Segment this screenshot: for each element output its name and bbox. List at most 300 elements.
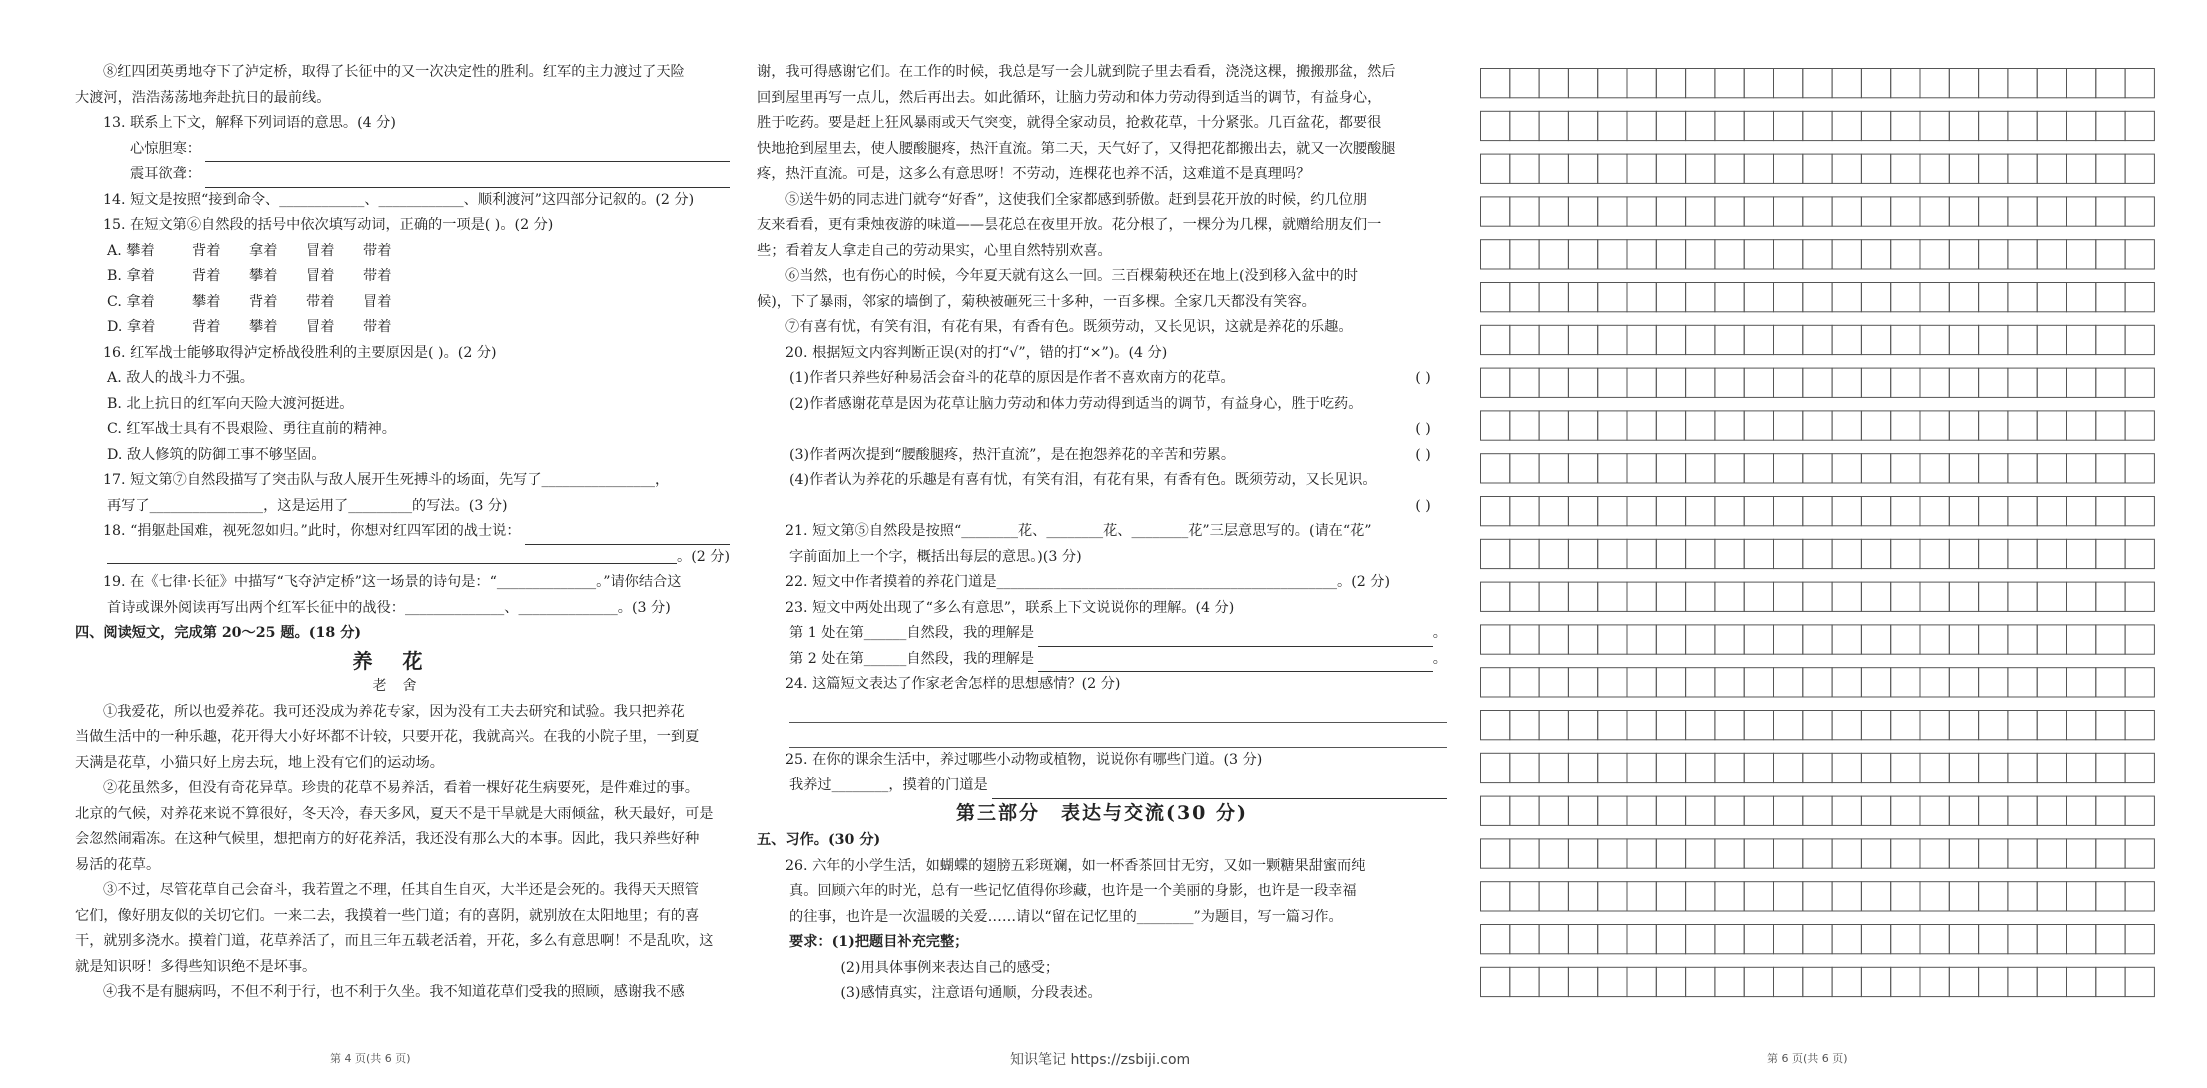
grid-cell bbox=[1627, 197, 1656, 226]
option-word: 冒着 bbox=[306, 242, 335, 259]
grid-cell bbox=[1979, 240, 2008, 269]
grid-cell bbox=[2067, 796, 2096, 825]
grid-cell bbox=[1481, 368, 1510, 397]
grid-cell bbox=[2037, 925, 2066, 954]
option-word: 带着 bbox=[306, 293, 335, 310]
grid-cell bbox=[1861, 368, 1890, 397]
grid-cell bbox=[1715, 539, 1744, 568]
grid-cell bbox=[1656, 154, 1685, 183]
grid-cell bbox=[1568, 497, 1597, 526]
grid-cell bbox=[2037, 454, 2066, 483]
grid-cell bbox=[1832, 368, 1861, 397]
grid-cell bbox=[1920, 197, 1949, 226]
grid-cell bbox=[2008, 839, 2037, 868]
grid-cell bbox=[1627, 882, 1656, 911]
grid-cell bbox=[1744, 539, 1773, 568]
grid-cell bbox=[2067, 925, 2096, 954]
grid-cell bbox=[1832, 154, 1861, 183]
page-number-6: 第 6 页(共 6 页) bbox=[1767, 1052, 1848, 1065]
option-word: 拿着 bbox=[249, 242, 278, 259]
grid-cell bbox=[1686, 197, 1715, 226]
grid-cell bbox=[1686, 69, 1715, 98]
grid-cell bbox=[1920, 240, 1949, 269]
grid-cell bbox=[2096, 967, 2125, 996]
grid-cell bbox=[2125, 154, 2154, 183]
grid-cell bbox=[2067, 111, 2096, 140]
grid-cell bbox=[1568, 154, 1597, 183]
grid-cell bbox=[1686, 154, 1715, 183]
text-line: 19. 在《七律·长征》中描写“飞夺泸定桥”这一场景的诗句是：“______________。”请你结合这 bbox=[103, 574, 682, 590]
grid-cell bbox=[1656, 197, 1685, 226]
grid-cell bbox=[1686, 283, 1715, 312]
grid-cell bbox=[1891, 283, 1920, 312]
grid-cell bbox=[1774, 454, 1803, 483]
grid-cell bbox=[2037, 539, 2066, 568]
grid-cell bbox=[2008, 368, 2037, 397]
grid-cell bbox=[2008, 240, 2037, 269]
grid-cell bbox=[1656, 668, 1685, 697]
grid-cell bbox=[1744, 497, 1773, 526]
grid-cell bbox=[1744, 967, 1773, 996]
text-line: 天满是花草，小猫只好上房去玩，地上没有它们的运动场。 bbox=[75, 754, 444, 771]
grid-cell bbox=[1861, 69, 1890, 98]
grid-cell bbox=[1686, 668, 1715, 697]
grid-cell bbox=[2037, 668, 2066, 697]
text-line: ⑤送牛奶的同志进门就夸“好香”，这使我们全家都感到骄傲。赶到昙花开放的时候，约几位朋 bbox=[785, 191, 1368, 208]
grid-cell bbox=[1949, 582, 1978, 611]
grid-cell bbox=[1686, 796, 1715, 825]
grid-cell bbox=[1539, 882, 1568, 911]
grid-cell bbox=[1510, 154, 1539, 183]
grid-cell bbox=[1539, 240, 1568, 269]
grid-cell bbox=[1686, 411, 1715, 440]
grid-cell bbox=[1656, 240, 1685, 269]
grid-cell bbox=[1481, 240, 1510, 269]
grid-cell bbox=[1510, 711, 1539, 740]
grid-cell bbox=[1774, 668, 1803, 697]
grid-cell bbox=[1715, 497, 1744, 526]
grid-cell bbox=[2096, 411, 2125, 440]
grid-cell bbox=[2096, 539, 2125, 568]
grid-cell bbox=[1715, 368, 1744, 397]
grid-cell bbox=[1715, 197, 1744, 226]
text-line: 干，就别多浇水。摸着门道，花草养活了，而且三年五载老活着，开花，多么有意思啊！不是乱吹，这 bbox=[75, 933, 714, 949]
grid-cell bbox=[1715, 753, 1744, 782]
grid-cell bbox=[2125, 454, 2154, 483]
option-word: 背着 bbox=[249, 293, 278, 310]
grid-cell bbox=[1627, 925, 1656, 954]
grid-cell bbox=[1627, 111, 1656, 140]
grid-cell bbox=[1656, 69, 1685, 98]
grid-cell bbox=[1598, 625, 1627, 654]
grid-cell bbox=[1627, 154, 1656, 183]
grid-cell bbox=[2125, 283, 2154, 312]
grid-cell bbox=[2008, 582, 2037, 611]
grid-cell bbox=[2067, 283, 2096, 312]
grid-cell bbox=[1481, 753, 1510, 782]
text-line: 20. 根据短文内容判断正误(对的打“√”，错的打“×”)。(4 分) bbox=[785, 344, 1168, 361]
grid-cell bbox=[1861, 325, 1890, 354]
grid-cell bbox=[1598, 796, 1627, 825]
grid-cell bbox=[1656, 111, 1685, 140]
grid-cell bbox=[1481, 882, 1510, 911]
grid-cell bbox=[1686, 882, 1715, 911]
grid-cell bbox=[1861, 497, 1890, 526]
grid-cell bbox=[1686, 753, 1715, 782]
grid-cell bbox=[1774, 967, 1803, 996]
grid-cell bbox=[1715, 240, 1744, 269]
grid-cell bbox=[1627, 582, 1656, 611]
grid-cell bbox=[1861, 240, 1890, 269]
grid-cell bbox=[1744, 154, 1773, 183]
grid-cell bbox=[1627, 325, 1656, 354]
grid-cell bbox=[1920, 497, 1949, 526]
grid-cell bbox=[1568, 454, 1597, 483]
grid-cell bbox=[1949, 925, 1978, 954]
grid-cell bbox=[1949, 368, 1978, 397]
grid-cell bbox=[1598, 711, 1627, 740]
grid-cell bbox=[1510, 882, 1539, 911]
grid-cell bbox=[1803, 111, 1832, 140]
line-text: 心惊胆寒： bbox=[130, 140, 201, 157]
grid-cell bbox=[2096, 582, 2125, 611]
grid-cell bbox=[1832, 197, 1861, 226]
fill-line bbox=[75, 162, 730, 188]
text-line: C. 红军战士具有不畏艰险、勇往直前的精神。 bbox=[107, 421, 396, 437]
grid-cell bbox=[1539, 283, 1568, 312]
grid-cell bbox=[1598, 283, 1627, 312]
grid-cell bbox=[2125, 539, 2154, 568]
grid-cell bbox=[1568, 111, 1597, 140]
grid-cell bbox=[2008, 454, 2037, 483]
grid-cell bbox=[1686, 111, 1715, 140]
grid-cell bbox=[1539, 539, 1568, 568]
grid-cell bbox=[1510, 839, 1539, 868]
grid-cell bbox=[1920, 882, 1949, 911]
grid-cell bbox=[1920, 411, 1949, 440]
grid-cell bbox=[1656, 368, 1685, 397]
grid-cell bbox=[1656, 325, 1685, 354]
line-text: 第 2 处在第______自然段，我的理解是 bbox=[789, 650, 1035, 667]
grid-cell bbox=[1949, 197, 1978, 226]
grid-cell bbox=[1539, 325, 1568, 354]
grid-cell bbox=[2067, 411, 2096, 440]
grid-cell bbox=[1598, 582, 1627, 611]
grid-cell bbox=[1539, 69, 1568, 98]
text-line: 胜于吃药。要是赶上狂风暴雨或天气突变，就得全家动员，抢救花草，十分紧张。几百盆花，都要很 bbox=[757, 115, 1382, 131]
grid-cell bbox=[1686, 967, 1715, 996]
grid-cell bbox=[1510, 411, 1539, 440]
grid-cell bbox=[1832, 839, 1861, 868]
answer-blank bbox=[992, 780, 1447, 799]
grid-cell bbox=[1656, 753, 1685, 782]
grid-cell bbox=[1686, 539, 1715, 568]
grid-cell bbox=[1568, 69, 1597, 98]
grid-cell bbox=[1979, 411, 2008, 440]
writing-grid bbox=[1480, 68, 2160, 1028]
grid-cell bbox=[1481, 967, 1510, 996]
grid-cell bbox=[2037, 325, 2066, 354]
grid-cell bbox=[1481, 711, 1510, 740]
grid-cell bbox=[1598, 240, 1627, 269]
grid-cell bbox=[1891, 197, 1920, 226]
grid-cell bbox=[2125, 240, 2154, 269]
grid-cell bbox=[2067, 967, 2096, 996]
line-text: 。(2 分) bbox=[677, 548, 730, 565]
option-word: 带着 bbox=[363, 242, 392, 259]
grid-cell bbox=[2125, 582, 2154, 611]
grid-cell bbox=[1891, 539, 1920, 568]
grid-cell bbox=[1891, 240, 1920, 269]
page-number-4: 第 4 页(共 6 页) bbox=[330, 1052, 411, 1065]
grid-cell bbox=[2008, 154, 2037, 183]
text-line: 23. 短文中两处出现了“多么有意思”，联系上下文说说你的理解。(4 分) bbox=[785, 599, 1235, 616]
grid-cell bbox=[2037, 582, 2066, 611]
text-line: 24. 这篇短文表达了作家老舍怎样的思想感情？(2 分) bbox=[785, 676, 1121, 692]
grid-cell bbox=[1481, 454, 1510, 483]
text-line: 五、习作。(30 分) bbox=[757, 832, 881, 848]
grid-cell bbox=[1803, 925, 1832, 954]
text-line: ③不过，尽管花草自己会奋斗，我若置之不理，任其自生自灭，大半还是会死的。我得天天照管 bbox=[103, 882, 699, 898]
grid-cell bbox=[2067, 154, 2096, 183]
text-line: 疼，热汗直流。可是，这多么有意思呀！不劳动，连棵花也养不活，这难道不是真理吗？ bbox=[757, 166, 1311, 182]
grid-cell bbox=[1891, 796, 1920, 825]
text-line: 21. 短文第⑤自然段是按照“________花、________花、________花”三层意思写的。(请在“花” bbox=[785, 523, 1372, 539]
grid-cell bbox=[2125, 111, 2154, 140]
grid-cell bbox=[2008, 711, 2037, 740]
grid-cell bbox=[1949, 283, 1978, 312]
grid-cell bbox=[1861, 454, 1890, 483]
grid-cell bbox=[1920, 625, 1949, 654]
grid-cell bbox=[1949, 325, 1978, 354]
grid-cell bbox=[1774, 796, 1803, 825]
text-line: 15. 在短文第⑥自然段的括号中依次填写动词，正确的一项是( )。(2 分) bbox=[103, 217, 554, 233]
grid-cell bbox=[1891, 967, 1920, 996]
text-line: ②花虽然多，但没有奇花异草。珍贵的花草不易养活，看着一棵好花生病要死，是件难过的事。 bbox=[103, 780, 699, 796]
grid-cell bbox=[1861, 711, 1890, 740]
grid-cell bbox=[1598, 497, 1627, 526]
option-word: D. 拿着 bbox=[107, 319, 156, 335]
grid-cell bbox=[1774, 325, 1803, 354]
grid-cell bbox=[1979, 625, 2008, 654]
grid-cell bbox=[1949, 240, 1978, 269]
grid-cell bbox=[1803, 582, 1832, 611]
text-line: 候)，下了暴雨，邻家的墙倒了，菊秧被砸死三十多种，一百多棵。全家几天都没有笑容。 bbox=[757, 293, 1316, 310]
option-word: 冒着 bbox=[306, 268, 335, 284]
grid-cell bbox=[1481, 839, 1510, 868]
grid-cell bbox=[1715, 154, 1744, 183]
grid-cell bbox=[1481, 69, 1510, 98]
text-line: 大渡河，浩浩荡荡地奔赴抗日的最前线。 bbox=[75, 89, 331, 106]
grid-cell bbox=[1510, 111, 1539, 140]
grid-cell bbox=[1510, 325, 1539, 354]
grid-cell bbox=[2037, 796, 2066, 825]
fill-line bbox=[75, 137, 730, 163]
grid-cell bbox=[1891, 582, 1920, 611]
grid-cell bbox=[1656, 411, 1685, 440]
answer-parenthesis[interactable]: ( ) bbox=[1415, 370, 1431, 386]
grid-cell bbox=[2096, 711, 2125, 740]
option-word: 背着 bbox=[192, 242, 221, 259]
grid-cell bbox=[1627, 497, 1656, 526]
text-line: 就是知识呀！多得些知识绝不是坏事。 bbox=[75, 958, 317, 975]
grid-cell bbox=[1510, 668, 1539, 697]
grid-cell bbox=[1920, 454, 1949, 483]
grid-cell bbox=[1891, 497, 1920, 526]
grid-cell bbox=[2067, 69, 2096, 98]
grid-cell bbox=[1920, 325, 1949, 354]
grid-cell bbox=[2037, 839, 2066, 868]
grid-cell bbox=[2125, 839, 2154, 868]
text-line: ①我爱花，所以也爱养花。我可还没成为养花专家，因为没有工夫去研究和试验。我只把养花 bbox=[103, 703, 685, 720]
grid-cell bbox=[1656, 454, 1685, 483]
grid-cell bbox=[2125, 197, 2154, 226]
grid-cell bbox=[2096, 154, 2125, 183]
grid-cell bbox=[1774, 69, 1803, 98]
grid-cell bbox=[1832, 411, 1861, 440]
grid-cell bbox=[1627, 539, 1656, 568]
grid-cell bbox=[1656, 967, 1685, 996]
grid-cell bbox=[2037, 882, 2066, 911]
grid-cell bbox=[2067, 539, 2096, 568]
grid-cell bbox=[1803, 454, 1832, 483]
text-line: 26. 六年的小学生活，如蝴蝶的翅膀五彩斑斓，如一杯香茶回甘无穷，又如一颗糖果甜蜜而纯 bbox=[785, 857, 1366, 874]
text-line: 会忽然闹霜冻。在这种气候里，想把南方的好花养活，我还没有那么大的本事。因此，我只养些好种 bbox=[75, 831, 700, 847]
grid-cell bbox=[2125, 497, 2154, 526]
grid-cell bbox=[1481, 796, 1510, 825]
grid-cell bbox=[1861, 582, 1890, 611]
grid-cell bbox=[2037, 111, 2066, 140]
grid-cell bbox=[2037, 69, 2066, 98]
grid-cell bbox=[1891, 882, 1920, 911]
text-line: (2)用具体事例来表达自己的感受； bbox=[812, 959, 1060, 976]
text-line: ⑧红四团英勇地夺下了泸定桥，取得了长征中的又一次决定性的胜利。红军的主力渡过了天险 bbox=[103, 64, 685, 80]
true-false-item bbox=[757, 417, 1447, 443]
grid-cell bbox=[1803, 325, 1832, 354]
answer-blank bbox=[1038, 653, 1433, 672]
grid-cell bbox=[1861, 197, 1890, 226]
grid-cell bbox=[2125, 925, 2154, 954]
text-line: 些；看着友人拿走自己的劳动果实，心里自然特别欢喜。 bbox=[757, 242, 1112, 259]
grid-cell bbox=[2096, 839, 2125, 868]
grid-cell bbox=[1832, 625, 1861, 654]
answer-parenthesis[interactable]: ( ) bbox=[1415, 497, 1431, 514]
grid-cell bbox=[1568, 882, 1597, 911]
option-word: 攀着 bbox=[249, 319, 278, 335]
grid-cell bbox=[1539, 582, 1568, 611]
grid-cell bbox=[2096, 454, 2125, 483]
text-line: (4)作者认为养花的乐趣是有喜有忧，有笑有泪，有花有果，有香有色。既须劳动，又长见识。 bbox=[789, 472, 1377, 488]
grid-cell bbox=[1774, 625, 1803, 654]
grid-cell bbox=[1715, 411, 1744, 440]
grid-cell bbox=[1744, 839, 1773, 868]
grid-cell bbox=[1656, 625, 1685, 654]
grid-cell bbox=[1686, 454, 1715, 483]
choice-option bbox=[75, 315, 730, 341]
grid-cell bbox=[1832, 967, 1861, 996]
grid-cell bbox=[1598, 154, 1627, 183]
grid-cell bbox=[2008, 925, 2037, 954]
grid-cell bbox=[1979, 925, 2008, 954]
text-line: 13. 联系上下文，解释下列词语的意思。(4 分) bbox=[103, 115, 396, 131]
grid-cell bbox=[2096, 882, 2125, 911]
text-line: 首诗或课外阅读再写出两个红军长征中的战役：______________、______________。(3 分) bbox=[107, 599, 671, 616]
grid-cell bbox=[1920, 925, 1949, 954]
answer-parenthesis[interactable]: ( ) bbox=[1415, 421, 1431, 437]
true-false-item bbox=[757, 366, 1447, 392]
line-text: 我养过________，摸着的门道是 bbox=[789, 777, 988, 793]
grid-cell bbox=[1686, 240, 1715, 269]
grid-cell bbox=[1568, 753, 1597, 782]
grid-cell bbox=[1832, 240, 1861, 269]
grid-cell bbox=[1949, 711, 1978, 740]
grid-cell bbox=[1803, 711, 1832, 740]
grid-cell bbox=[1510, 454, 1539, 483]
grid-cell bbox=[1803, 539, 1832, 568]
answer-blank bbox=[205, 143, 730, 162]
fill-line: 第 2 处在第______自然段，我的理解是 。 bbox=[757, 647, 1447, 673]
grid-cell bbox=[2096, 497, 2125, 526]
grid-cell bbox=[1774, 839, 1803, 868]
grid-cell bbox=[1510, 240, 1539, 269]
grid-cell bbox=[1510, 283, 1539, 312]
grid-cell bbox=[1510, 539, 1539, 568]
grid-cell bbox=[2096, 69, 2125, 98]
grid-cell bbox=[1920, 582, 1949, 611]
grid-cell bbox=[1979, 711, 2008, 740]
grid-cell bbox=[1803, 283, 1832, 312]
grid-cell bbox=[1803, 154, 1832, 183]
article-title: 第三部分 表达与交流(30 分) bbox=[955, 801, 1249, 824]
grid-cell bbox=[2008, 625, 2037, 654]
text-line: 易活的花草。 bbox=[75, 856, 161, 873]
grid-cell bbox=[1774, 197, 1803, 226]
text-line: 17. 短文第⑦自然段描写了突击队与敌人展开生死搏斗的场面，先写了________________， bbox=[103, 472, 670, 488]
grid-cell bbox=[1979, 582, 2008, 611]
grid-cell bbox=[1832, 796, 1861, 825]
grid-cell bbox=[1949, 882, 1978, 911]
grid-cell bbox=[1686, 497, 1715, 526]
grid-cell bbox=[1481, 925, 1510, 954]
grid-cell bbox=[2096, 368, 2125, 397]
grid-cell bbox=[1686, 368, 1715, 397]
grid-cell bbox=[1627, 283, 1656, 312]
grid-cell bbox=[1891, 753, 1920, 782]
grid-cell bbox=[2008, 197, 2037, 226]
grid-cell bbox=[1627, 69, 1656, 98]
grid-cell bbox=[1539, 111, 1568, 140]
grid-cell bbox=[1891, 411, 1920, 440]
text-line: (2)作者感谢花草是因为花草让脑力劳动和体力劳动得到适当的调节，有益身心，胜于吃药。 bbox=[789, 395, 1363, 412]
grid-cell bbox=[1510, 497, 1539, 526]
grid-cell bbox=[1481, 283, 1510, 312]
grid-cell bbox=[1774, 711, 1803, 740]
grid-cell bbox=[1891, 668, 1920, 697]
grid-cell bbox=[1774, 539, 1803, 568]
answer-parenthesis[interactable]: ( ) bbox=[1415, 446, 1431, 463]
grid-cell bbox=[1832, 325, 1861, 354]
answer-line bbox=[789, 723, 1447, 748]
grid-cell bbox=[1627, 240, 1656, 269]
article-title: 养花 bbox=[352, 648, 453, 673]
grid-cell bbox=[2008, 882, 2037, 911]
grid-cell bbox=[1539, 454, 1568, 483]
grid-cell bbox=[1539, 839, 1568, 868]
grid-cell bbox=[1744, 454, 1773, 483]
grid-cell bbox=[1861, 753, 1890, 782]
choice-option bbox=[75, 239, 730, 265]
text-line: 要求：(1)把题目补充完整； bbox=[789, 934, 969, 950]
